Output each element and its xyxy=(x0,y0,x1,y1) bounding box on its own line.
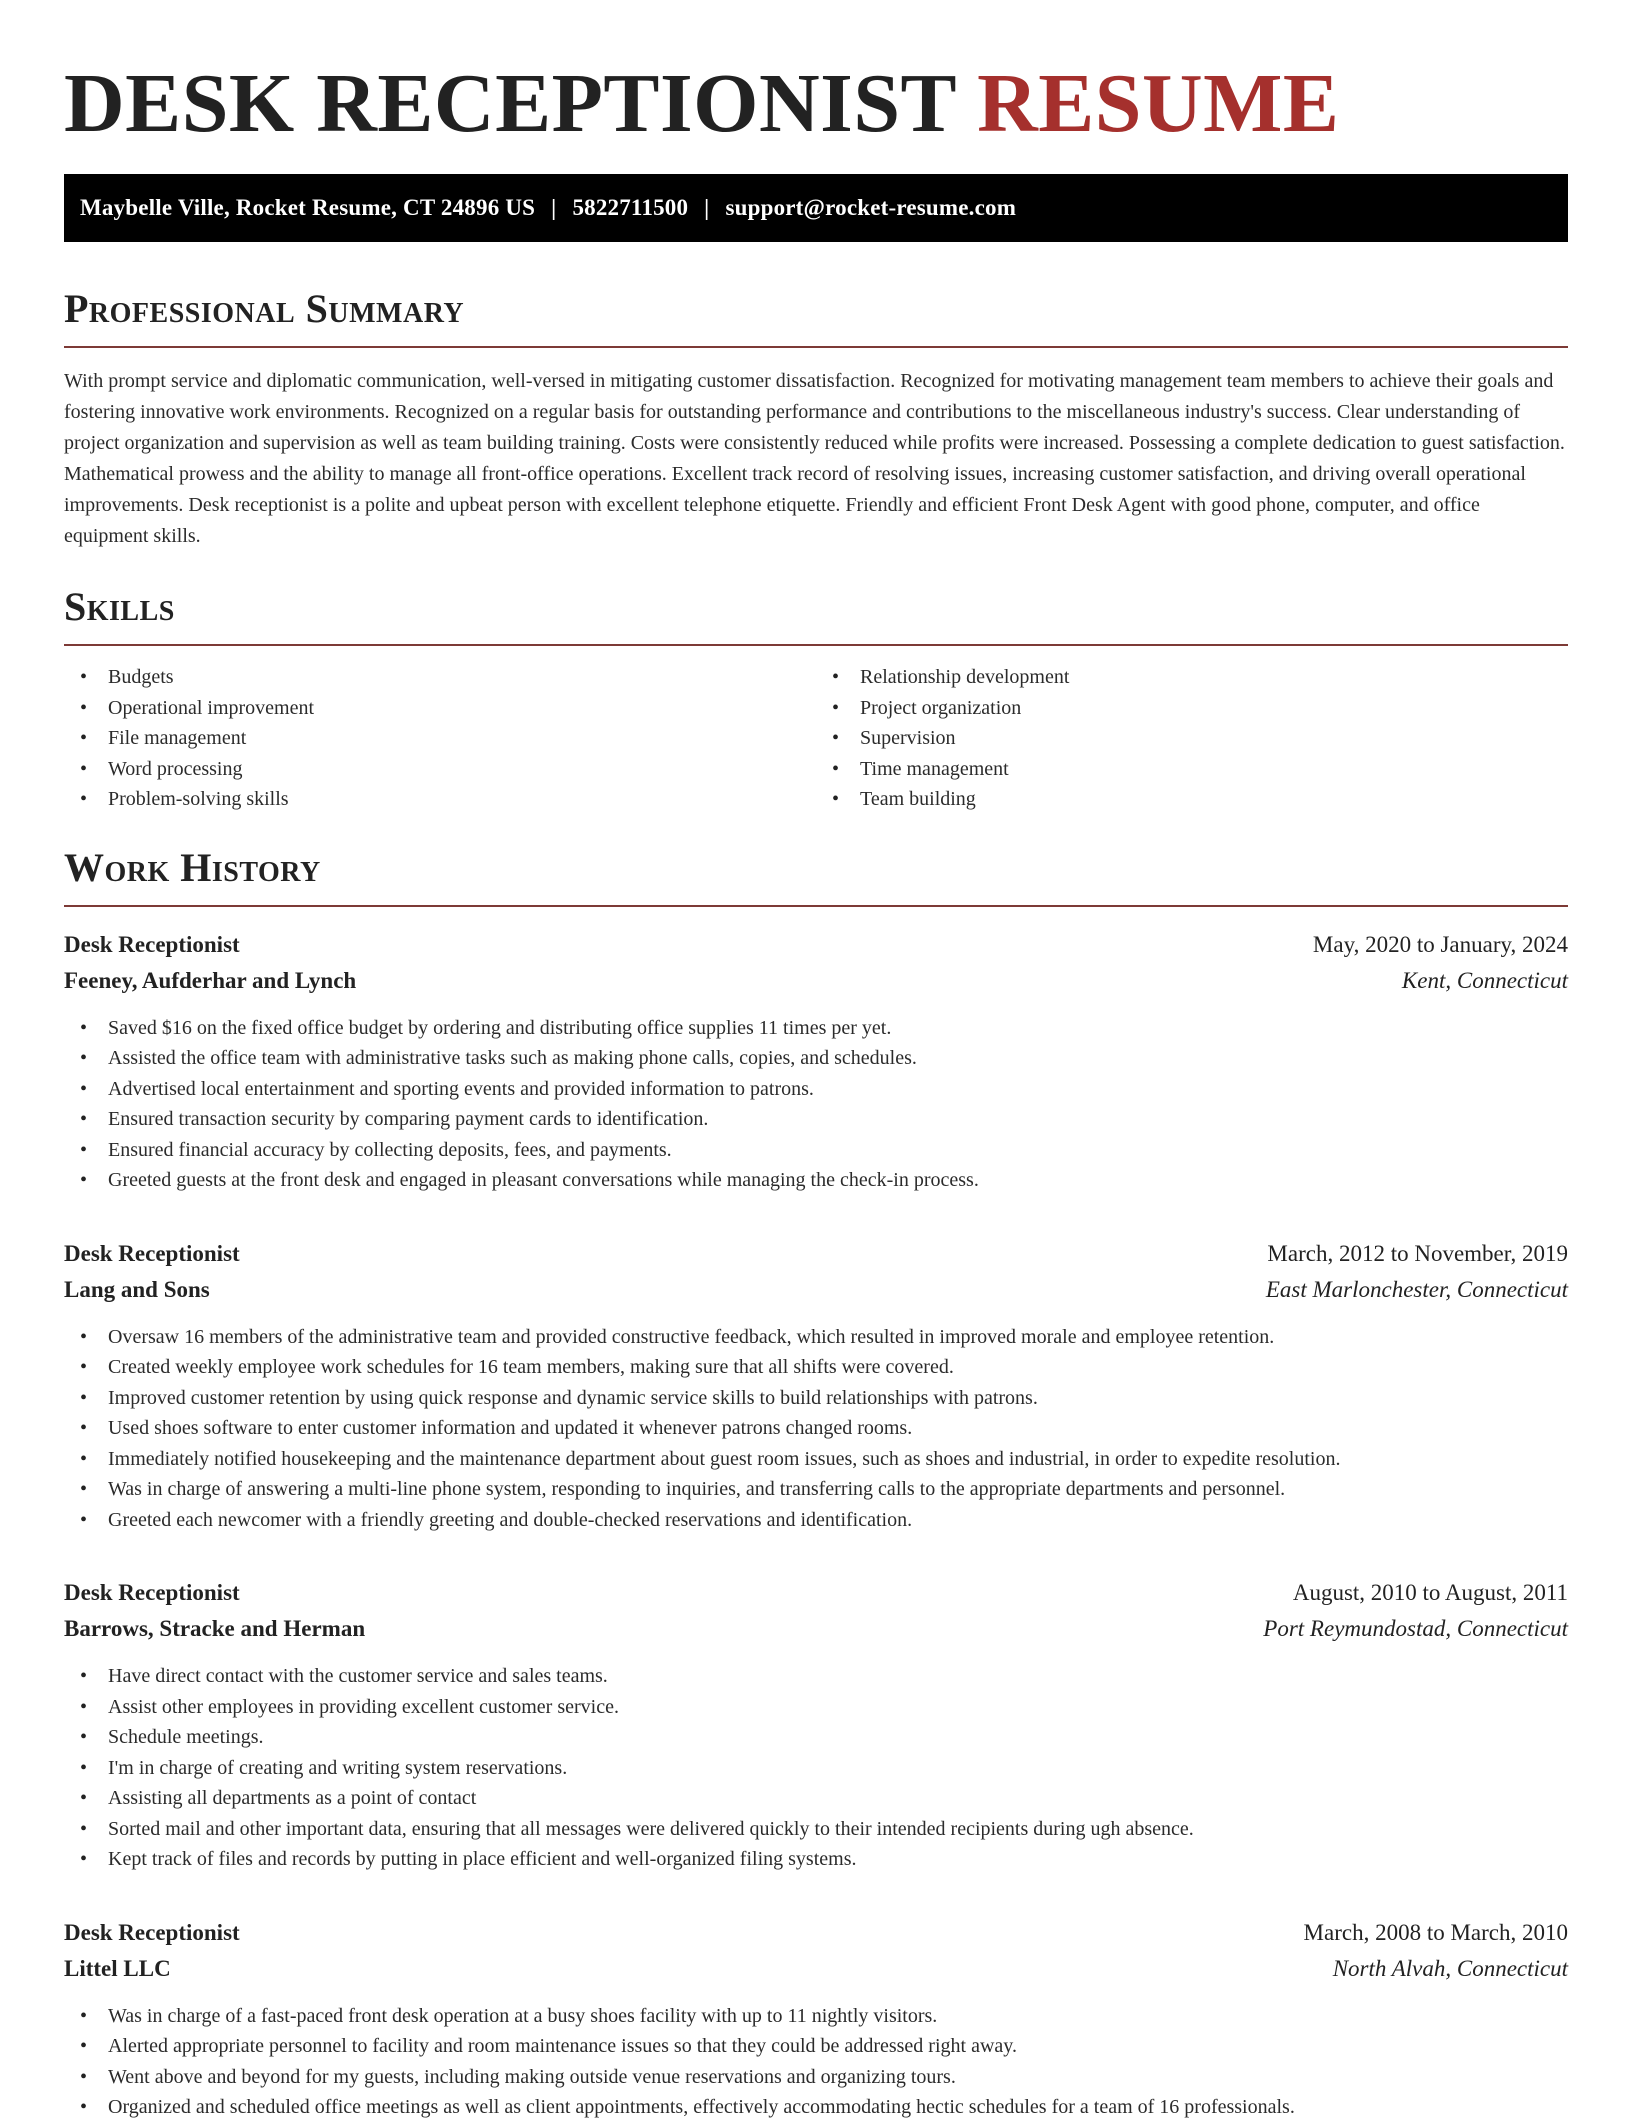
job-bullet: • Assisting all departments as a point of contact xyxy=(64,1783,1568,1814)
job-bullet: • Ensured transaction security by comparing payment cards to identification. xyxy=(64,1104,1568,1135)
job-bullets xyxy=(64,2001,1568,2123)
skill-item: • Time management xyxy=(816,754,1568,785)
skills-column-left xyxy=(64,662,816,815)
job-bullet: • Immediately notified housekeeping and the maintenance department about guest room issues, such as shoes and industrial, in order to expedite resolution. xyxy=(64,1444,1568,1475)
job-bullet: • Was in charge of a fast-paced front desk operation at a busy shoes facility with up to 11 nightly visitors. xyxy=(64,2001,1568,2032)
job-header-row xyxy=(64,1575,1568,1611)
job-company: Barrows, Stracke and Herman xyxy=(64,1616,366,1641)
job-header-row xyxy=(64,927,1568,963)
skill-item: • Operational improvement xyxy=(64,693,816,724)
contact-bar xyxy=(64,174,1568,242)
job-bullet: • I'm in charge of creating and writing system reservations. xyxy=(64,1753,1568,1784)
job-bullet: • Have direct contact with the customer service and sales teams. xyxy=(64,1661,1568,1692)
job-location: East Marlonchester, Connecticut xyxy=(1265,1276,1568,1302)
job-location: Port Reymundostad, Connecticut xyxy=(1263,1616,1568,1641)
job-entry xyxy=(64,927,1568,1196)
job-bullets xyxy=(64,1322,1568,1536)
job-title: Desk Receptionist xyxy=(64,1240,240,1266)
job-title: Desk Receptionist xyxy=(64,1919,240,1945)
skill-item: • Team building xyxy=(816,784,1568,815)
contact-separator: | xyxy=(704,195,710,220)
work-history-heading: Work History xyxy=(64,844,321,890)
job-bullet: • Created weekly employee work schedules for 16 team members, making sure that all shifts were covered. xyxy=(64,1352,1568,1383)
title-accent: RESUME xyxy=(977,57,1340,150)
job-location: Kent, Connecticut xyxy=(1401,967,1568,993)
job-company-row xyxy=(64,1951,1568,1987)
job-bullet: • Assist other employees in providing excellent customer service. xyxy=(64,1692,1568,1723)
job-entry xyxy=(64,1915,1568,2123)
skill-item: • Relationship development xyxy=(816,662,1568,693)
job-bullet: • Schedule meetings. xyxy=(64,1722,1568,1753)
job-bullet: • Kept track of files and records by putting in place efficient and well-organized filing systems. xyxy=(64,1844,1568,1875)
title-main: DESK RECEPTIONIST xyxy=(64,57,956,150)
job-bullets xyxy=(64,1661,1568,1875)
skills-grid xyxy=(64,662,1568,815)
job-bullet: • Saved $16 on the fixed office budget by ordering and distributing office supplies 11 times per yet. xyxy=(64,1013,1568,1044)
skill-item: • Budgets xyxy=(64,662,816,693)
job-header-row xyxy=(64,1236,1568,1272)
skills-heading: Skills xyxy=(64,584,175,629)
job-bullet: • Sorted mail and other important data, ensuring that all messages were delivered quickly to their intended recipients during ugh absence. xyxy=(64,1814,1568,1845)
summary-section xyxy=(64,284,1568,552)
section-divider xyxy=(64,346,1568,348)
job-entry xyxy=(64,1575,1568,1875)
job-location: North Alvah, Connecticut xyxy=(1332,1955,1568,1981)
job-bullet: • Assisted the office team with administrative tasks such as making phone calls, copies, and schedules. xyxy=(64,1043,1568,1074)
contact-address: Maybelle Ville, Rocket Resume, CT 24896 US xyxy=(80,195,536,220)
job-bullet: • Greeted guests at the front desk and engaged in pleasant conversations while managing the check-in process. xyxy=(64,1165,1568,1196)
job-title: Desk Receptionist xyxy=(64,1580,240,1605)
contact-email: support@rocket-resume.com xyxy=(725,195,1017,220)
section-divider xyxy=(64,905,1568,907)
contact-separator: | xyxy=(551,195,557,220)
job-bullet: • Was in charge of answering a multi-line phone system, responding to inquiries, and transferring calls to the appropriate departments and personnel. xyxy=(64,1474,1568,1505)
job-dates: August, 2010 to August, 2011 xyxy=(1292,1580,1568,1605)
job-bullet: • Organized and scheduled office meetings as well as client appointments, effectively accommodating hectic schedules for a team of 16 professionals. xyxy=(64,2092,1568,2123)
job-company-row xyxy=(64,963,1568,999)
skills-section xyxy=(64,582,1568,815)
job-bullet: • Improved customer retention by using quick response and dynamic service skills to build relationships with patrons. xyxy=(64,1383,1568,1414)
job-header-row xyxy=(64,1915,1568,1951)
skill-item: • Problem-solving skills xyxy=(64,784,816,815)
job-title: Desk Receptionist xyxy=(64,931,240,957)
skill-item: • Project organization xyxy=(816,693,1568,724)
job-bullet: • Alerted appropriate personnel to facility and room maintenance issues so that they could be addressed right away. xyxy=(64,2031,1568,2062)
work-history-section xyxy=(64,843,1568,2123)
job-bullet: • Went above and beyond for my guests, including making outside venue reservations and organizing tours. xyxy=(64,2062,1568,2093)
job-company: Feeney, Aufderhar and Lynch xyxy=(64,967,357,993)
job-bullet: • Used shoes software to enter customer information and updated it whenever patrons changed rooms. xyxy=(64,1413,1568,1444)
job-company: Littel LLC xyxy=(64,1955,171,1981)
summary-heading: Professional Summary xyxy=(64,286,465,331)
resume-title xyxy=(64,0,1568,150)
job-dates: March, 2008 to March, 2010 xyxy=(1303,1919,1568,1945)
job-bullets xyxy=(64,1013,1568,1196)
job-entry xyxy=(64,1236,1568,1536)
job-bullet: • Greeted each newcomer with a friendly greeting and double-checked reservations and identification. xyxy=(64,1505,1568,1536)
summary-text: With prompt service and diplomatic communication, well-versed in mitigating customer dissatisfaction. Recognized for motivating management team members to achieve their goals and fostering innovative work environments. Recognized on a regular basis for outstanding performance and contributions to the miscellaneous industry's success. Clear understanding of project organization and supervision as well as team building training. Costs were consistently reduced while profits were increased. Possessing a complete dedication to guest satisfaction. Mathematical prowess and the ability to manage all front-office operations. Excellent track record of resolving issues, increasing customer satisfaction, and driving overall operational improvements. Desk receptionist is a polite and upbeat person with excellent telephone etiquette. Friendly and efficient Front Desk Agent with good phone, computer, and office equipment skills. xyxy=(64,370,1565,547)
contact-phone: 5822711500 xyxy=(572,195,689,220)
job-bullet: • Advertised local entertainment and sporting events and provided information to patrons. xyxy=(64,1074,1568,1105)
job-company-row xyxy=(64,1611,1568,1647)
section-divider xyxy=(64,644,1568,646)
job-company-row xyxy=(64,1272,1568,1308)
skills-column-right xyxy=(816,662,1568,815)
skill-item: • Word processing xyxy=(64,754,816,785)
job-dates: March, 2012 to November, 2019 xyxy=(1267,1240,1568,1266)
job-dates: May, 2020 to January, 2024 xyxy=(1312,931,1568,957)
job-bullet: • Oversaw 16 members of the administrative team and provided constructive feedback, which resulted in improved morale and employee retention. xyxy=(64,1322,1568,1353)
skill-item: • File management xyxy=(64,723,816,754)
job-company: Lang and Sons xyxy=(64,1276,210,1302)
skill-item: • Supervision xyxy=(816,723,1568,754)
job-bullet: • Ensured financial accuracy by collecting deposits, fees, and payments. xyxy=(64,1135,1568,1166)
